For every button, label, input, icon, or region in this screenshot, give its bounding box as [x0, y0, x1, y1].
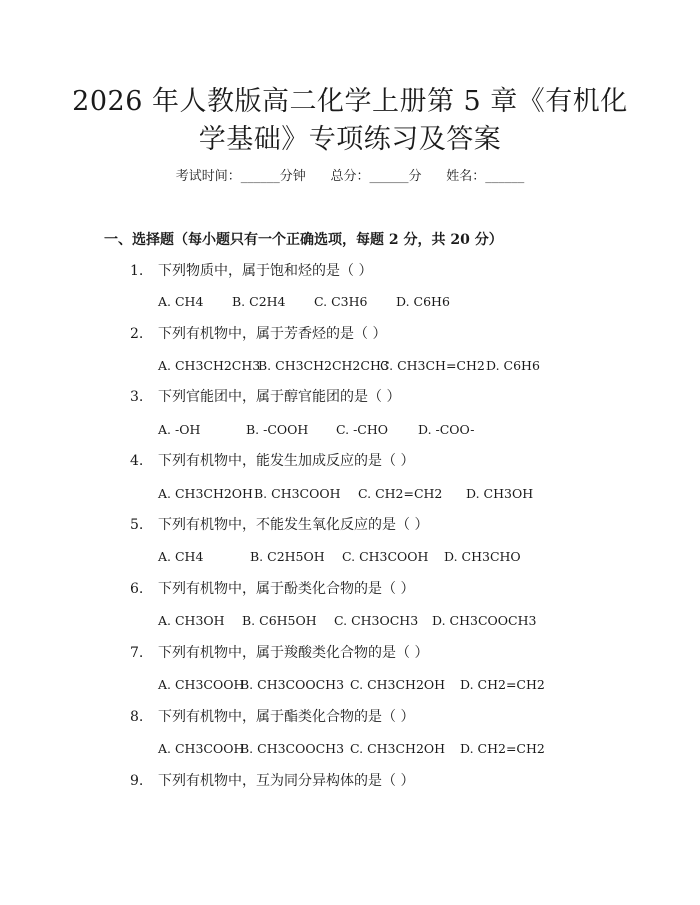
question-text: 下列有机物中，属于羧酸类化合物的是（ ）	[158, 645, 429, 661]
exam-info-line: 考试时间：______分钟 总分：______分 姓名：______	[175, 169, 525, 184]
question-2	[130, 324, 386, 344]
option-d: D. CH2=CH2	[460, 741, 545, 756]
question-6-options	[158, 611, 536, 631]
question-3	[130, 387, 400, 407]
question-number: 5.	[130, 517, 144, 533]
question-text: 下列物质中，属于饱和烃的是（ ）	[158, 263, 373, 279]
option-a: A. CH3OH	[158, 613, 225, 628]
option-b: B. C6H5OH	[242, 613, 317, 628]
option-d: D. CH3OH	[466, 486, 534, 501]
option-c: C. CH3CH2OH	[350, 677, 446, 692]
section-heading-multiple-choice: 一、选择题（每小题只有一个正确选项，每题 2 分，共 20 分）	[104, 232, 503, 248]
option-c: C. -CHO	[336, 422, 389, 437]
option-a: A. CH3CH2OH	[158, 486, 253, 501]
option-a: A. -OH	[158, 422, 201, 437]
question-1-options	[158, 292, 450, 312]
option-c: C. CH3CH=CH2	[380, 358, 485, 373]
option-a: A. CH3CH2CH3	[158, 358, 261, 373]
question-text: 下列有机物中，不能发生氧化反应的是（ ）	[158, 517, 429, 533]
option-c: C. CH3COOH	[342, 549, 429, 564]
question-text: 下列有机物中，属于酚类化合物的是（ ）	[158, 581, 415, 597]
question-6	[130, 579, 414, 599]
option-c: C. C3H6	[314, 294, 368, 309]
option-b: B. CH3COOCH3	[240, 741, 345, 756]
option-d: D. CH2=CH2	[460, 677, 545, 692]
document-title-line-1: 2026 年人教版高二化学上册第 5 章《有机化	[72, 86, 628, 117]
option-d: D. C6H6	[396, 294, 450, 309]
question-3-options	[158, 420, 475, 440]
option-d: D. -COO-	[418, 422, 475, 437]
question-7-options	[158, 675, 545, 695]
option-b: B. CH3CH2CH2CH3	[258, 358, 389, 373]
option-b: B. CH3COOH	[254, 486, 341, 501]
question-4	[130, 451, 414, 471]
question-number: 8.	[130, 709, 144, 725]
question-number: 9.	[130, 773, 144, 789]
question-number: 3.	[130, 389, 144, 405]
option-a: A. CH3COOH	[158, 741, 245, 756]
question-text: 下列官能团中，属于醇官能团的是（ ）	[158, 389, 401, 405]
option-a: A. CH3COOH	[158, 677, 245, 692]
question-1	[130, 261, 372, 281]
question-number: 2.	[130, 326, 144, 342]
option-b: B. C2H5OH	[250, 549, 325, 564]
question-text: 下列有机物中，属于芳香烃的是（ ）	[158, 326, 387, 342]
option-c: C. CH3OCH3	[334, 613, 419, 628]
question-number: 4.	[130, 453, 144, 469]
question-number: 1.	[130, 263, 144, 279]
option-c: C. CH2=CH2	[358, 486, 443, 501]
document-title-line-2: 学基础》专项练习及答案	[198, 124, 502, 155]
option-c: C. CH3CH2OH	[350, 741, 446, 756]
option-d: D. C6H6	[486, 358, 540, 373]
option-d: D. CH3CHO	[444, 549, 521, 564]
option-d: D. CH3COOCH3	[432, 613, 537, 628]
question-5	[130, 515, 428, 535]
question-4-options	[158, 484, 533, 504]
question-text: 下列有机物中，属于酯类化合物的是（ ）	[158, 709, 415, 725]
option-b: B. C2H4	[232, 294, 286, 309]
question-7	[130, 643, 428, 663]
question-text: 下列有机物中，互为同分异构体的是（ ）	[158, 773, 415, 789]
question-2-options	[158, 356, 540, 376]
question-number: 7.	[130, 645, 144, 661]
question-number: 6.	[130, 581, 144, 597]
question-9	[130, 771, 414, 791]
option-a: A. CH4	[158, 549, 204, 564]
option-b: B. CH3COOCH3	[240, 677, 345, 692]
question-5-options	[158, 547, 521, 567]
option-b: B. -COOH	[246, 422, 309, 437]
question-8	[130, 707, 414, 727]
question-text: 下列有机物中，能发生加成反应的是（ ）	[158, 453, 415, 469]
option-a: A. CH4	[158, 294, 204, 309]
question-8-options	[158, 739, 545, 759]
